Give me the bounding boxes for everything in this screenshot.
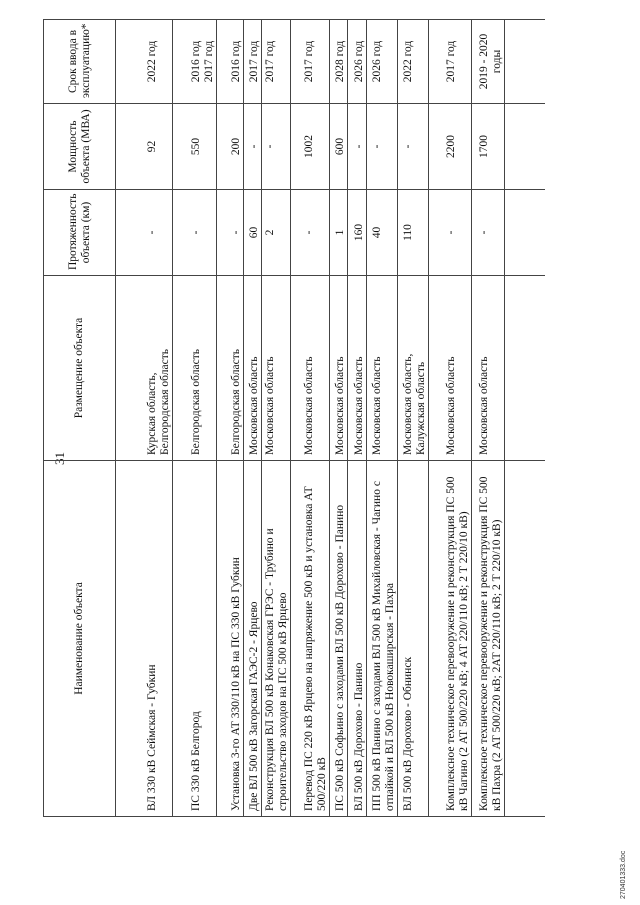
cell-place: Московская область, Калужская область [398,276,429,461]
cell-name: ПП 500 кВ Панино с заходами ВЛ 500 кВ Михайловская - Чагино с отпайкой и ВЛ 500 кВ Новокаширская - Пахра [367,461,398,817]
cell-name: Две ВЛ 500 кВ Загорская ГАЭС-2 - Ярцево [244,461,262,817]
cell-length: 160 [348,190,367,276]
table-row [291,20,330,817]
cell-name: Перевод ПС 220 кВ Ярцево на напряжение 500 кВ и установка АТ 500/220 кВ [291,461,330,817]
cell-length: - [116,190,173,276]
cell-name: Комплексное техническое перевооружение и реконструкция ПС 500 кВ Чагино (2 АТ 500/220 кВ; 4 АТ 220/110 кВ; 2 Т 220/10 кВ) [429,461,472,817]
table-row [217,20,244,817]
cell-power: - [244,104,262,190]
cell-power: 600 [330,104,348,190]
cell-term: 2017 год [291,20,330,104]
table-row [348,20,367,817]
cell-power: 550 [173,104,217,190]
cell-place: Московская область [262,276,291,461]
cell-term: 2019 - 2020 годы [472,20,505,104]
cell-length: 110 [398,190,429,276]
cell-length: - [472,190,505,276]
page-number: 31 [52,452,67,465]
cell-power: 92 [116,104,173,190]
cell-term: 2017 год [244,20,262,104]
cell-place: Московская область [244,276,262,461]
cell-length: 60 [244,190,262,276]
table-row [262,20,291,817]
cell-name: ВЛ 330 кВ Сеймская - Губкин [116,461,173,817]
cell-name: Установка 3-го АТ 330/110 кВ на ПС 330 кВ Губкин [217,461,244,817]
table-row [472,20,505,817]
cell-place: Московская область [348,276,367,461]
table-row [367,20,398,817]
column-header-power: Мощность объекта (МВА) [44,104,116,190]
cell-term: 2028 год [330,20,348,104]
cell-term: 2026 год [367,20,398,104]
cell-length: - [429,190,472,276]
cell-length: - [173,190,217,276]
cell-term: 2016 год 2017 год [173,20,217,104]
table-row [244,20,262,817]
column-header-name: Наименование объекта [44,461,116,817]
cell-place: Московская область [291,276,330,461]
cell-term: 2022 год [398,20,429,104]
cell-power: 200 [217,104,244,190]
cell-term: 2017 год [262,20,291,104]
cell-name: ВЛ 500 кВ Дорохово - Обнинск [398,461,429,817]
cell-place: Московская область [429,276,472,461]
column-header-length: Протяженность объекта (км) [44,190,116,276]
cell-place: Белгородская область [173,276,217,461]
cell-power: - [398,104,429,190]
table-header-row [44,20,116,817]
cell-place: Курская область, Белгородская область [116,276,173,461]
cell-name: ПС 330 кВ Белгород [173,461,217,817]
cell-length: - [217,190,244,276]
table-row [398,20,429,817]
table-body [116,20,505,817]
cell-power: - [262,104,291,190]
cell-term: 2022 год [116,20,173,104]
cell-length: 40 [367,190,398,276]
cell-length: 2 [262,190,291,276]
column-header-place: Размещение объекта [44,276,116,461]
cell-place: Московская область [472,276,505,461]
column-header-term: Срок ввода в эксплуатацию* [44,20,116,104]
cell-power: 1700 [472,104,505,190]
cell-length: - [291,190,330,276]
table-row [116,20,173,817]
cell-name: ВЛ 500 кВ Дорохово - Панино [348,461,367,817]
cell-place: Белгородская область [217,276,244,461]
cell-power: 2200 [429,104,472,190]
cell-term: 2017 год [429,20,472,104]
footer-filename: 270401333.doc [620,850,627,899]
cell-power: - [367,104,398,190]
table-row [173,20,217,817]
cell-length: 1 [330,190,348,276]
cell-power: - [348,104,367,190]
objects-table [43,19,545,817]
table-row-spacer [505,20,546,817]
cell-place: Московская область [367,276,398,461]
cell-term: 2016 год [217,20,244,104]
cell-term: 2026 год [348,20,367,104]
table-row [330,20,348,817]
cell-name: Реконструкция ВЛ 500 кВ Конаковская ГРЭС - Трубино и строительство заходов на ПС 500 кВ Ярцево [262,461,291,817]
cell-place: Московская область [330,276,348,461]
cell-power: 1002 [291,104,330,190]
cell-name: Комплексное техническое перевооружение и реконструкция ПС 500 кВ Пахра (2 АТ 500/220 кВ; 2АТ 220/110 кВ; 2 Т 220/10 кВ) [472,461,505,817]
table-row [429,20,472,817]
cell-name: ПС 500 кВ Софьино с заходами ВЛ 500 кВ Дорохово - Панино [330,461,348,817]
